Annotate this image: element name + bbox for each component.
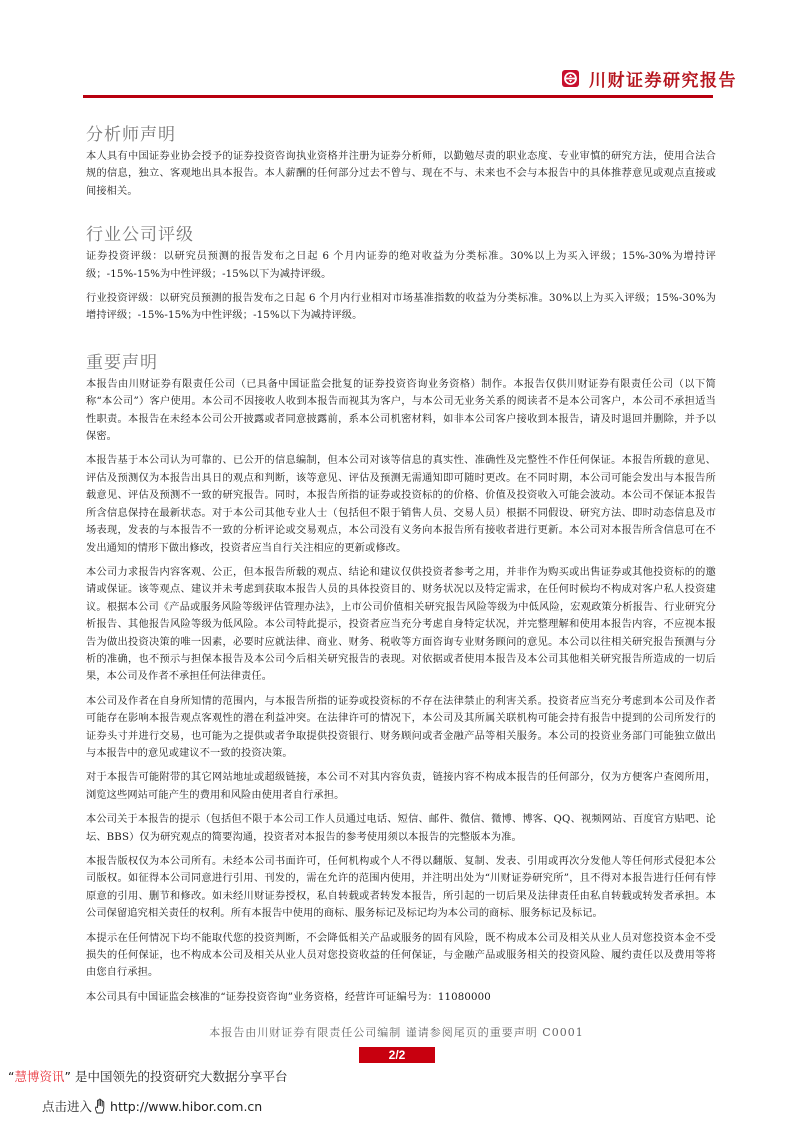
disclaimer-paragraph: 本公司关于本报告的提示（包括但不限于本公司工作人员通过电话、短信、邮件、微信、微博、博客、QQ、视频网站、百度官方贴吧、论坛、BBS）仅为研究观点的简要沟通，投资者对本报告的参考使用须以本报告的完整版本为准。	[86, 814, 716, 843]
disclaimer-paragraph: 本公司及作者在自身所知情的范围内，与本报告所指的证券或投资标的不存在法律禁止的利害关系。投资者应当充分考虑到本公司及作者可能存在影响本报告观点客观性的潜在利益冲突。在法律许可的情况下，本公司及其所属关联机构可能会持有报告中提到的公司所发行的证券头寸并进行交易，也可能为之提供或者争取提供投资银行、财务顾问或者金融产品等相关服务。本公司的投资业务部门可能独立做出与本报告中的意见或建议不一致的投资决策。	[86, 695, 716, 759]
rating-section	[86, 224, 716, 325]
promo-brand-name: 慧博资讯	[14, 1069, 65, 1084]
section-title-rating: 行业公司评级	[86, 225, 194, 246]
header-brand	[562, 66, 737, 91]
important-disclaimer-section	[86, 352, 716, 1006]
page-indicator: 2/2	[359, 1047, 435, 1063]
disclaimer-paragraph: 对于本报告可能附带的其它网站地址或超级链接，本公司不对其内容负责，链接内容不构成本报告的任何部分，仅为方便客户查阅所用，浏览这些网站可能产生的费用和风险由使用者自行承担。	[86, 772, 716, 801]
pointing-hand-icon	[93, 1098, 109, 1114]
chuancai-logo-icon	[562, 70, 579, 87]
analyst-statement-paragraph: 本人具有中国证券业协会授予的证券投资咨询执业资格并注册为证券分析师，以勤勉尽责的职业态度、专业审慎的研究方法，使用合法合规的信息，独立、客观地出具本报告。本人薪酬的任何部分过去不曾与、现在不与、未来也不会与本报告中的具体推荐意见或观点直接或间接相关。	[86, 151, 716, 197]
section-title-analyst-statement: 分析师声明	[86, 125, 176, 145]
report-content	[86, 124, 716, 1006]
disclaimer-paragraph: 本报告版权仅为本公司所有。未经本公司书面许可，任何机构或个人不得以翻版、复制、发表、引用或再次分发他人等任何形式侵犯本公司版权。如征得本公司同意进行引用、刊发的，需在允许的范围内使用，并注明出处为“川财证券研究所”，且不得对本报告进行任何有悖原意的引用、删节和修改。如未经川财证券授权，私自转载或者转发本报告，所引起的一切后果及法律责任由私自转载或转发者承担。本公司保留追究相关责任的权利。所有本报告中使用的商标、服务标记及标记均为本公司的商标、服务标记及标记。	[86, 856, 716, 920]
section-title-disclaimer: 重要声明	[86, 352, 158, 373]
disclaimer-paragraph: 本报告由川财证券有限责任公司（已具备中国证监会批复的证券投资咨询业务资格）制作。本报告仅供川财证券有限责任公司（以下简称“本公司”）客户使用。本公司不因接收人收到本报告而视其为客户，与本公司无业务关系的阅读者不是本公司客户，本公司不承担适当性职责。本报告在未经本公司公开披露或者同意披露前，系本公司机密材料，如非本公司客户接收到本报告，请及时退回并删除，并予以保密。	[86, 378, 716, 443]
promo-open-quote: “	[8, 1069, 15, 1084]
license-paragraph: 本公司具有中国证监会核准的“证券投资咨询”业务资格，经营许可证编号为：11080000	[86, 991, 491, 1003]
security-rating-paragraph: 证券投资评级：以研究员预测的报告发布之日起 6 个月内证券的绝对收益为分类标准。30%以上为买入评级；15%-30%为增持评级；-15%-15%为中性评级；-15%以下为减持评级。	[86, 251, 716, 280]
disclaimer-paragraph: 本公司力求报告内容客观、公正，但本报告所载的观点、结论和建议仅供投资者参考之用，并非作为购买或出售证券或其他投资标的的邀请或保证。该等观点、建议并未考虑到获取本报告人员的具体投资目的、财务状况以及特定需求，在任何时候均不构成对客户私人投资建议。根据本公司《产品或服务风险等级评估管理办法》，上市公司价值相关研究报告风险等级为中低风险，宏观政策分析报告、行业研究分析报告、其他报告风险等级为低风险。本公司特此提示，投资者应当充分考虑自身特定状况，并完整理解和使用本报告内容，不应视本报告为做出投资决策的唯一因素，必要时应就法律、商业、财务、税收等方面咨询专业财务顾问的意见。本公司以往相关研究报告预测与分析的准确，也不预示与担保本报告及本公司今后相关研究报告的表现。对依据或者使用本报告及本公司其他相关研究报告所造成的一切后果，本公司及作者不承担任何法律责任。	[86, 566, 716, 683]
promo-url-link[interactable]: http://www.hibor.com.cn	[110, 1098, 263, 1114]
industry-rating-paragraph: 行业投资评级：以研究员预测的报告发布之日起 6 个月内行业相对市场基准指数的收益为分类标准。30%以上为买入评级；15%-30%为增持评级；-15%-15%为中性评级；-15%以下为减持评级。	[86, 293, 716, 322]
promo-tagline-text: ” 是中国领先的投资研究大数据分享平台	[64, 1069, 288, 1084]
analyst-statement-section	[86, 124, 716, 200]
header-divider	[83, 95, 713, 98]
footer-note: 本报告由川财证券有限责任公司编制 谨请参阅尾页的重要声明 C0001	[209, 1026, 584, 1039]
disclaimer-paragraph: 本提示在任何情况下均不能取代您的投资判断，不会降低相关产品或服务的固有风险，既不构成本公司及相关从业人员对您投资本金不受损失的任何保证，也不构成本公司及相关从业人员对您投资收益的任何保证，与金融产品或服务相关的投资风险、履约责任以及费用等将由您自行承担。	[86, 932, 716, 979]
promo-enter-label: 点击进入	[42, 1099, 93, 1114]
brand-title: 川财证券研究报告	[589, 71, 737, 91]
disclaimer-paragraph: 本报告基于本公司认为可靠的、已公开的信息编制，但本公司对该等信息的真实性、准确性及完整性不作任何保证。本报告所载的意见、评估及预测仅为本报告出具日的观点和判断，该等意见、评估及预测无需通知即可随时更改。在不同时期，本公司可能会发出与本报告所载意见、评估及预测不一致的研究报告。同时，本报告所指的证券或投资标的的价格、价值及投资收入可能会波动。本公司不保证本报告所含信息保持在最新状态。对于本公司其他专业人士（包括但不限于销售人员、交易人员）根据不同假设、研究方法、即时动态信息及市场表现，发表的与本报告不一致的分析评论或交易观点，本公司没有义务向本报告所有接收者进行更新。本公司对本报告所含信息可在不发出通知的情形下做出修改，投资者应当自行关注相应的更新或修改。	[86, 455, 716, 554]
promo-tagline	[8, 1067, 287, 1085]
promo-link-row[interactable]	[42, 1097, 262, 1115]
